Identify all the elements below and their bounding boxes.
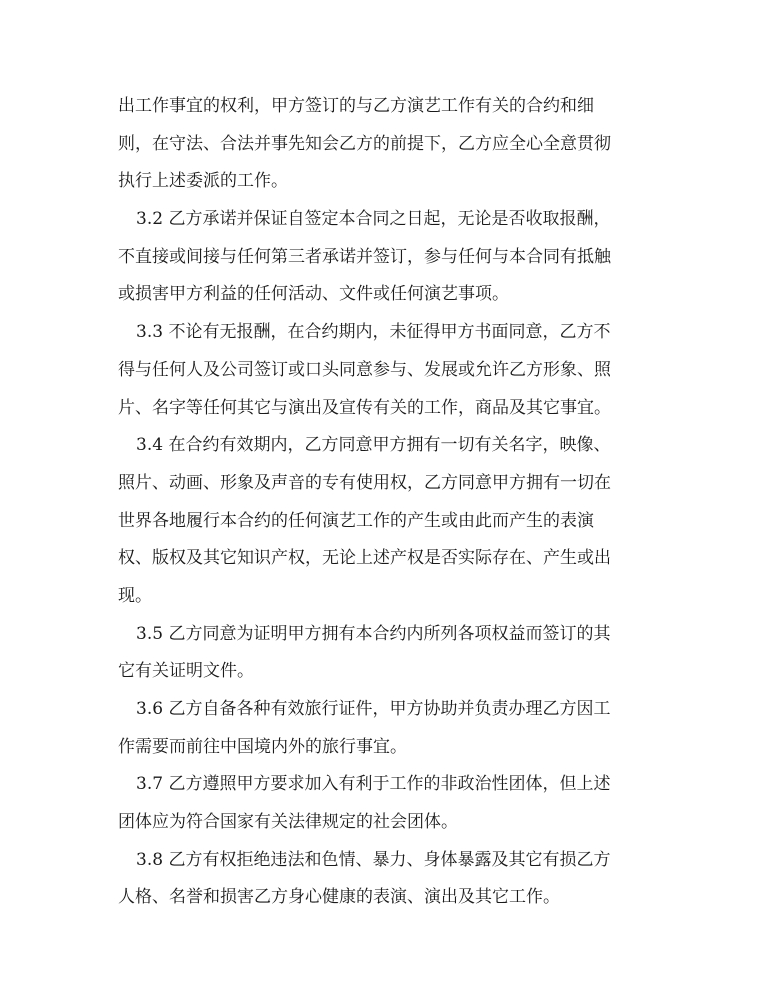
document-body (118, 88, 654, 917)
text-line: 出工作事宜的权利，甲方签订的与乙方演艺工作有关的合约和细 (118, 96, 594, 116)
text-line: 执行上述委派的工作。 (118, 171, 288, 192)
clause-3-6-line: 3.6 乙方自备各种有效旅行证件，甲方协助并负责办理乙方因工 (136, 699, 611, 719)
text-line: 作需要而前往中国境内外的旅行事宜。 (118, 736, 407, 757)
clause-3-7-line: 3.7 乙方遵照甲方要求加入有利于工作的非政治性团体，但上述 (136, 774, 611, 795)
text-line: 世界各地履行本合约的任何演艺工作的产生或由此而产生的表演 (118, 510, 594, 531)
clause-3-3-line: 3.3 不论有无报酬，在合约期内，未征得甲方书面同意，乙方不 (136, 322, 611, 343)
clause-3-8-line: 3.8 乙方有权拒绝违法和色情、暴力、身体暴露及其它有损乙方 (136, 849, 611, 870)
clause-3-5-line: 3.5 乙方同意为证明甲方拥有本合约内所列各项权益而签订的其 (136, 623, 611, 644)
text-line: 人格、名誉和损害乙方身心健康的表演、演出及其它工作。 (118, 887, 560, 908)
text-line: 现。 (118, 585, 152, 606)
text-line: 或损害甲方利益的任何活动、文件或任何演艺事项。 (118, 284, 509, 305)
clause-3-4-line: 3.4 在合约有效期内，乙方同意甲方拥有一切有关名字，映像、 (136, 435, 611, 456)
text-line: 照片、动画、形象及声音的专有使用权，乙方同意甲方拥有一切在 (118, 472, 611, 493)
text-line: 它有关证明文件。 (118, 661, 254, 682)
text-line: 不直接或间接与任何第三者承诺并签订，参与任何与本合同有抵触 (118, 246, 611, 267)
text-line: 得与任何人及公司签订或口头同意参与、发展或允许乙方形象、照 (118, 359, 611, 380)
text-line: 权、版权及其它知识产权，无论上述产权是否实际存在、产生或出 (118, 548, 611, 569)
text-line: 则，在守法、合法并事先知会乙方的前提下，乙方应全心全意贯彻 (118, 133, 611, 154)
text-line: 团体应为符合国家有关法律规定的社会团体。 (118, 812, 458, 833)
clause-3-2-line: 3.2 乙方承诺并保证自签定本合同之日起，无论是否收取报酬， (136, 209, 611, 230)
text-line: 片、名字等任何其它与演出及宣传有关的工作，商品及其它事宜。 (118, 397, 611, 418)
